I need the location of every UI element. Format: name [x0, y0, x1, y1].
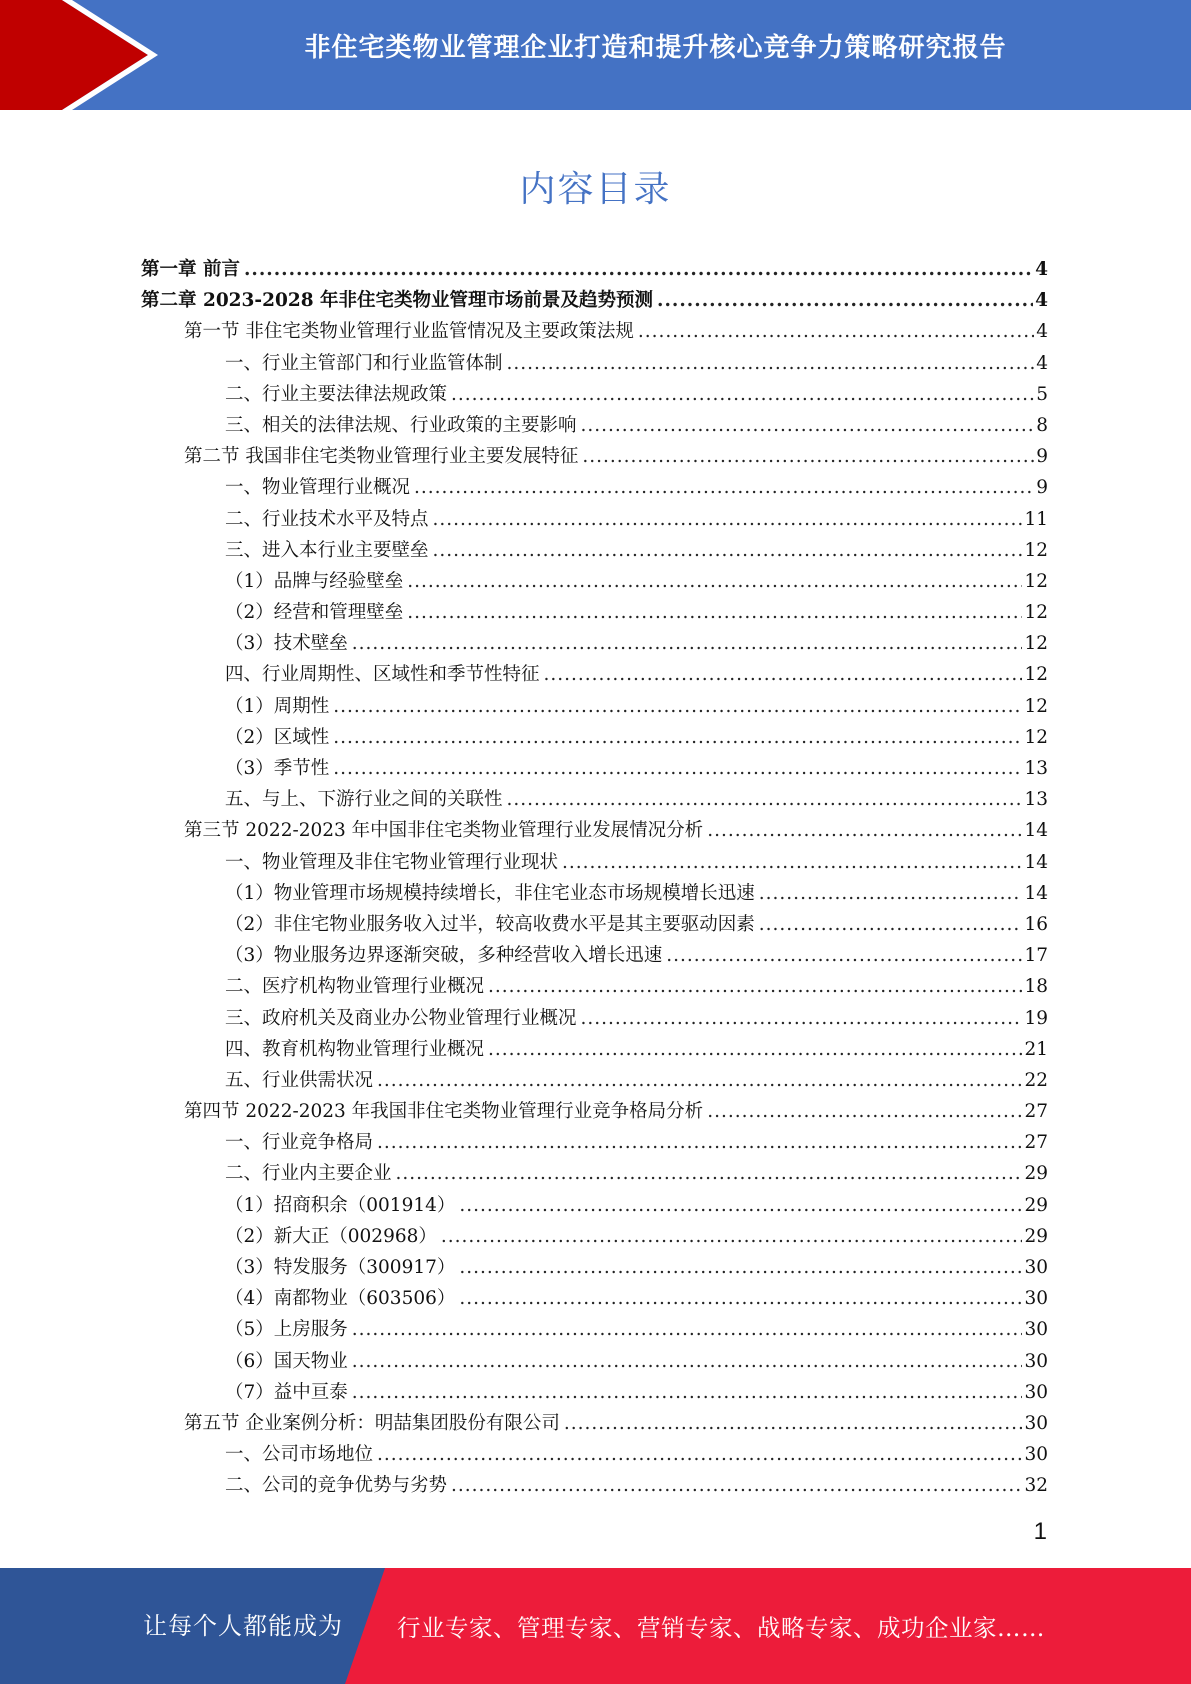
- toc-entry[interactable]: [141, 379, 1048, 410]
- toc-entry-title: 四、教育机构物业管理行业概况: [225, 1038, 485, 1060]
- toc-dot-leader: [507, 784, 1023, 815]
- toc-entry-title: 二、行业主要法律法规政策: [225, 383, 448, 405]
- toc-entry[interactable]: [141, 254, 1048, 285]
- toc-entry-page: 13: [1024, 789, 1048, 811]
- toc-entry-page: 14: [1024, 851, 1048, 873]
- toc-entry-title: （1）物业管理市场规模持续增长，非住宅业态市场规模增长迅速: [225, 882, 755, 904]
- toc-dot-leader: [333, 753, 1022, 784]
- toc-entry-page: 14: [1024, 820, 1048, 842]
- toc-entry[interactable]: [141, 815, 1048, 846]
- toc-entry-page: 30: [1024, 1319, 1048, 1341]
- toc-dot-leader: [407, 566, 1022, 597]
- toc-dot-leader: [244, 254, 1033, 285]
- toc-entry-title: （1）招商积余（001914）: [225, 1194, 456, 1216]
- toc-dot-leader: [333, 722, 1022, 753]
- toc-entry-title: （2）新大正（002968）: [225, 1225, 437, 1247]
- toc-entry-title: 第一章 前言: [141, 259, 240, 280]
- toc-entry-page: 18: [1024, 976, 1048, 998]
- toc-entry[interactable]: [141, 1377, 1048, 1408]
- toc-entry[interactable]: [141, 940, 1048, 971]
- toc-entry[interactable]: [141, 784, 1048, 815]
- toc-entry-page: 19: [1024, 1007, 1048, 1029]
- toc-entry-title: （4）南都物业（603506）: [225, 1288, 456, 1310]
- toc-entry[interactable]: [141, 566, 1048, 597]
- toc-entry-title: （2）经营和管理壁垒: [225, 602, 404, 624]
- toc-entry-title: （2）非住宅物业服务收入过半，较高收费水平是其主要驱动因素: [225, 913, 755, 935]
- toc-entry-page: 22: [1024, 1069, 1048, 1091]
- toc-entry-page: 12: [1024, 633, 1048, 655]
- toc-entry-page: 29: [1024, 1163, 1048, 1185]
- toc-entry-title: 一、物业管理及非住宅物业管理行业现状: [225, 851, 559, 873]
- toc-dot-leader: [352, 1314, 1023, 1345]
- toc-entry-title: 一、物业管理行业概况: [225, 477, 411, 499]
- toc-dot-leader: [488, 1034, 1022, 1065]
- toc-entry-title: 二、医疗机构物业管理行业概况: [225, 976, 485, 998]
- toc-entry[interactable]: [141, 628, 1048, 659]
- toc-entry-page: 30: [1024, 1412, 1048, 1434]
- toc-entry-title: （1）品牌与经验壁垒: [225, 570, 404, 592]
- toc-entry[interactable]: [141, 847, 1048, 878]
- toc-entry-page: 30: [1024, 1257, 1048, 1278]
- toc-entry-page: 14: [1024, 882, 1048, 904]
- toc-entry-title: 第四节 2022-2023 年我国非住宅类物业管理行业竞争格局分析: [184, 1101, 704, 1123]
- toc-entry-title: （2）区域性: [225, 726, 330, 748]
- toc-entry-page: 12: [1024, 664, 1048, 686]
- toc-dot-leader: [414, 472, 1034, 503]
- toc-dot-leader: [507, 348, 1035, 379]
- toc-entry-page: 30: [1024, 1444, 1048, 1466]
- toc-entry[interactable]: [141, 1190, 1048, 1221]
- toc-entry-page: 12: [1024, 726, 1048, 748]
- toc-entry[interactable]: [141, 316, 1048, 347]
- toc-dot-leader: [459, 1252, 1022, 1283]
- toc-dot-leader: [451, 1470, 1022, 1501]
- toc-entry-title: （3）物业服务边界逐渐突破，多种经营收入增长迅速: [225, 945, 663, 967]
- toc-entry-title: 一、行业竞争格局: [225, 1132, 374, 1154]
- toc-entry-page: 12: [1024, 695, 1048, 717]
- toc-entry[interactable]: [141, 1096, 1048, 1127]
- toc-entry[interactable]: [141, 1470, 1048, 1501]
- toc-entry-page: 12: [1024, 602, 1048, 624]
- toc-entry[interactable]: [141, 285, 1048, 316]
- toc-dot-leader: [396, 1158, 1023, 1189]
- toc-entry-page: 27: [1024, 1132, 1048, 1154]
- toc-entry-page: 32: [1024, 1475, 1048, 1497]
- toc-entry[interactable]: [141, 348, 1048, 379]
- footer-banner: [0, 1568, 1191, 1684]
- toc-entry[interactable]: [141, 410, 1048, 441]
- toc-entry[interactable]: [141, 1314, 1048, 1345]
- toc-dot-leader: [451, 379, 1034, 410]
- toc-entry-title: 二、行业内主要企业: [225, 1163, 392, 1185]
- toc-entry[interactable]: [141, 909, 1048, 940]
- toc-entry-page: 9: [1036, 446, 1048, 468]
- report-title: 非住宅类物业管理企业打造和提升核心竞争力策略研究报告: [304, 33, 1007, 63]
- toc-entry-title: 二、公司的竞争优势与劣势: [225, 1475, 448, 1497]
- toc-entry[interactable]: [141, 1158, 1048, 1189]
- toc-entry[interactable]: [141, 1252, 1048, 1283]
- toc-dot-leader: [707, 1096, 1022, 1127]
- toc-entry-title: 五、行业供需状况: [225, 1069, 374, 1091]
- toc-dot-leader: [333, 691, 1022, 722]
- toc-entry[interactable]: [141, 1346, 1048, 1377]
- toc-dot-leader: [581, 410, 1035, 441]
- toc-entry[interactable]: [141, 1221, 1048, 1252]
- toc-entry[interactable]: [141, 535, 1048, 566]
- chevron-arrow-icon: [0, 0, 160, 110]
- page-number: 1: [1033, 1518, 1047, 1545]
- toc-entry-page: 16: [1024, 913, 1048, 935]
- toc-entry-title: 第三节 2022-2023 年中国非住宅类物业管理行业发展情况分析: [184, 820, 704, 842]
- toc-entry-title: 第二节 我国非住宅类物业管理行业主要发展特征: [184, 446, 579, 468]
- toc-entry-page: 4: [1036, 352, 1048, 374]
- toc-dot-leader: [564, 1408, 1023, 1439]
- toc-entry-page: 11: [1024, 508, 1048, 530]
- header-banner: [0, 0, 1191, 110]
- toc-entry-title: 三、政府机关及商业办公物业管理行业概况: [225, 1007, 577, 1029]
- toc-entry-title: 第一节 非住宅类物业管理行业监管情况及主要政策法规: [184, 321, 634, 343]
- toc-entry-title: （3）技术壁垒: [225, 633, 348, 655]
- toc-entry[interactable]: [141, 504, 1048, 535]
- toc-dot-leader: [377, 1439, 1022, 1470]
- toc-entry-page: 30: [1024, 1288, 1048, 1310]
- toc-entry-title: 第五节 企业案例分析：明喆集团股份有限公司: [184, 1412, 560, 1434]
- toc-dot-leader: [488, 971, 1022, 1002]
- toc-entry[interactable]: [141, 597, 1048, 628]
- toc-entry-page: 4: [1035, 259, 1048, 280]
- toc-entry-title: （1）周期性: [225, 695, 330, 717]
- toc-dot-leader: [562, 847, 1022, 878]
- toc-entry[interactable]: [141, 753, 1048, 784]
- toc-dot-leader: [759, 878, 1023, 909]
- toc-entry[interactable]: [141, 1003, 1048, 1034]
- toc-entry-page: 4: [1036, 321, 1048, 343]
- toc-entry-title: （6）国天物业: [225, 1350, 348, 1372]
- toc-dot-leader: [377, 1065, 1022, 1096]
- toc-entry-title: 四、行业周期性、区域性和季节性特征: [225, 664, 540, 686]
- footer-slogan-right: 行业专家、管理专家、营销专家、战略专家、成功企业家……: [397, 1614, 1045, 1642]
- toc-entry-page: 4: [1035, 290, 1048, 312]
- toc-entry[interactable]: [141, 691, 1048, 722]
- toc-entry[interactable]: [141, 1283, 1048, 1314]
- toc-dot-leader: [581, 1003, 1023, 1034]
- toc-dot-leader: [582, 441, 1034, 472]
- toc-entry[interactable]: [141, 1065, 1048, 1096]
- toc-entry[interactable]: [141, 659, 1048, 690]
- toc-entry-page: 17: [1024, 945, 1048, 967]
- toc-entry-title: （3）特发服务（300917）: [225, 1257, 456, 1278]
- toc-dot-leader: [459, 1283, 1022, 1314]
- toc-dot-leader: [352, 1346, 1023, 1377]
- toc-dot-leader: [352, 1377, 1023, 1408]
- toc-entry[interactable]: [141, 1127, 1048, 1158]
- toc-entry-title: 一、行业主管部门和行业监管体制: [225, 352, 503, 374]
- toc-entry-page: 5: [1036, 383, 1048, 405]
- toc-dot-leader: [459, 1190, 1022, 1221]
- toc-dot-leader: [407, 597, 1022, 628]
- toc-entry-page: 29: [1024, 1225, 1048, 1247]
- toc-entry-page: 9: [1036, 477, 1048, 499]
- toc-entry-page: 12: [1024, 570, 1048, 592]
- toc-entry-page: 30: [1024, 1381, 1048, 1403]
- toc-entry[interactable]: [141, 878, 1048, 909]
- toc-dot-leader: [433, 504, 1023, 535]
- toc-dot-leader: [638, 316, 1034, 347]
- toc-entry-page: 29: [1024, 1194, 1048, 1216]
- toc-entry[interactable]: [141, 1034, 1048, 1065]
- toc-entry-title: （7）益中亘泰: [225, 1381, 348, 1403]
- toc-entry-title: 三、进入本行业主要壁垒: [225, 539, 429, 561]
- toc-entry-title: 三、相关的法律法规、行业政策的主要影响: [225, 414, 577, 436]
- toc-entry[interactable]: [141, 971, 1048, 1002]
- table-of-contents: [141, 254, 1048, 1502]
- toc-entry-title: （3）季节性: [225, 758, 330, 779]
- toc-dot-leader: [377, 1127, 1022, 1158]
- toc-entry[interactable]: [141, 472, 1048, 503]
- toc-entry-page: 8: [1036, 414, 1048, 436]
- toc-dot-leader: [544, 659, 1023, 690]
- toc-entry[interactable]: [141, 1408, 1048, 1439]
- toc-entry-page: 30: [1024, 1350, 1048, 1372]
- toc-entry-title: （5）上房服务: [225, 1319, 348, 1341]
- toc-entry-title: 一、公司市场地位: [225, 1444, 374, 1466]
- toc-dot-leader: [433, 535, 1023, 566]
- toc-entry-page: 12: [1024, 539, 1048, 561]
- toc-entry-page: 27: [1024, 1101, 1048, 1123]
- toc-entry-page: 21: [1024, 1038, 1048, 1060]
- toc-entry-title: 二、行业技术水平及特点: [225, 508, 429, 530]
- toc-dot-leader: [657, 285, 1033, 316]
- toc-dot-leader: [352, 628, 1023, 659]
- toc-entry-page: 13: [1024, 758, 1048, 779]
- toc-entry-title: 第二章 2023-2028 年非住宅类物业管理市场前景及趋势预测: [141, 290, 654, 312]
- toc-dot-leader: [707, 815, 1022, 846]
- toc-dot-leader: [759, 909, 1023, 940]
- toc-heading: 内容目录: [519, 169, 672, 210]
- toc-entry[interactable]: [141, 722, 1048, 753]
- toc-entry[interactable]: [141, 1439, 1048, 1470]
- toc-entry[interactable]: [141, 441, 1048, 472]
- toc-entry-title: 五、与上、下游行业之间的关联性: [225, 789, 503, 811]
- footer-slogan-left: 让每个人都能成为: [143, 1612, 343, 1640]
- toc-dot-leader: [666, 940, 1022, 971]
- toc-dot-leader: [441, 1221, 1023, 1252]
